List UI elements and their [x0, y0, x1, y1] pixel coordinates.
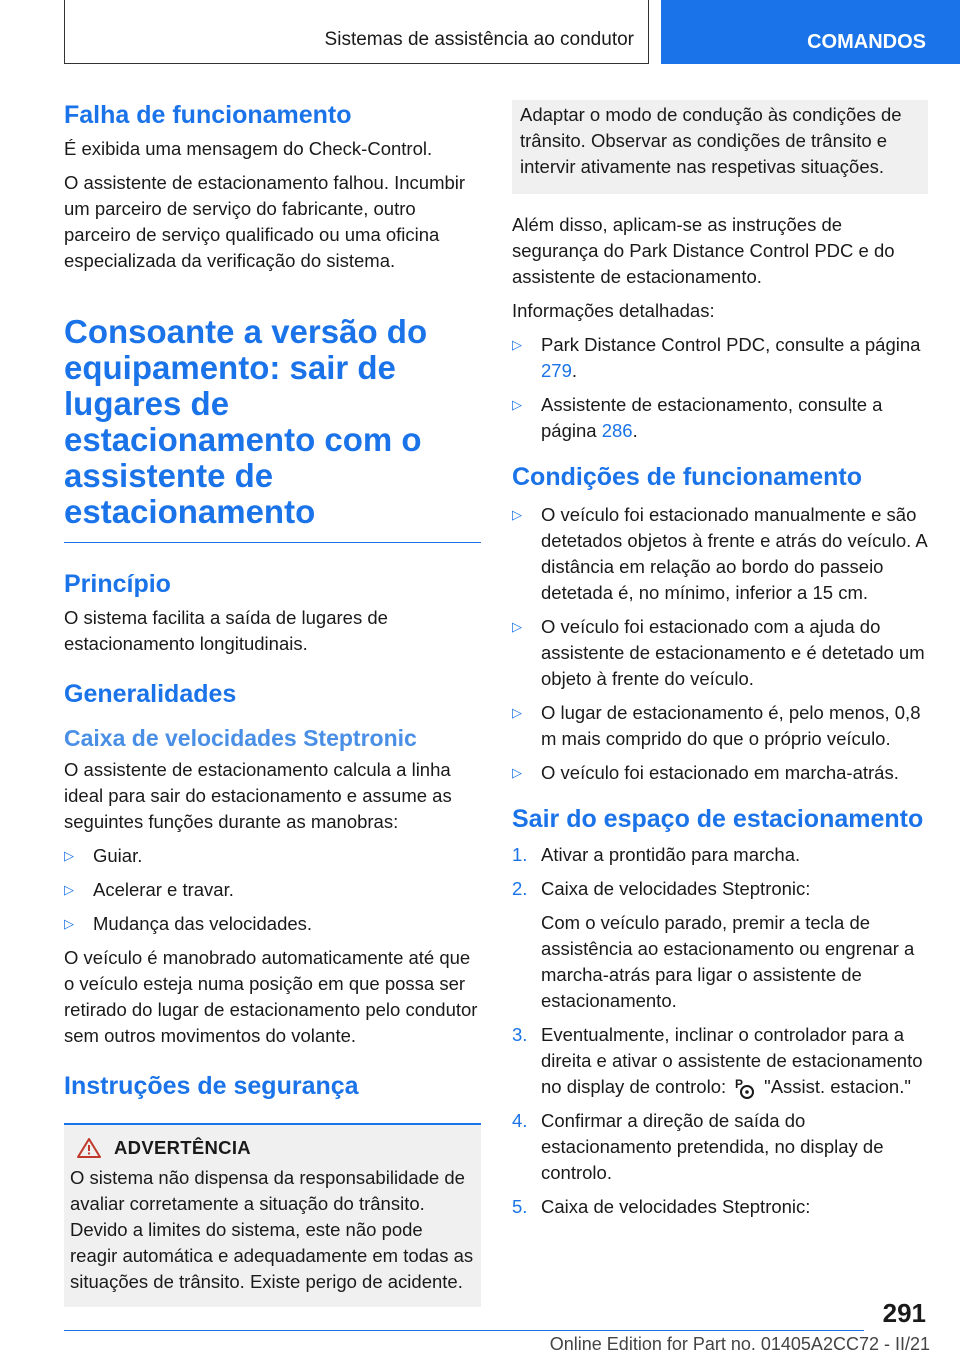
footer-edition: Online Edition for Part no. 01405A2CC72 - II/21 [549, 1334, 930, 1354]
svg-text:P: P [735, 1077, 744, 1092]
list-item: 1. Ativar a prontidão para marcha. [512, 844, 801, 865]
list-item: 4. Confirmar a direção de saída do estacionamento pretendida, no display de controlo. [512, 1110, 884, 1184]
list-item: ▷ Assistente de estacionamento, consulte a página 286. [512, 394, 883, 441]
section-title: Sistemas de assistência ao condutor [324, 29, 634, 50]
main-heading: Consoante a versão do equipamento: sair de lugares de estacionamento com o assistente de estacionamento [64, 314, 481, 543]
step-detail: Com o veículo parado, premir a tecla de assistência ao estacionamento ou engrenar a marcha-atrás para ligar o assistente de estacionamento. [541, 912, 915, 1011]
warning-text: O sistema não dispensa da responsabilidade de avaliar corretamente a situação do trânsito. Devido a limites do sistema, este não pode reagir automática e adequadamente em todas as situações de trânsito. Existe perigo de acidente. [70, 1167, 474, 1292]
note-box [512, 100, 928, 194]
functions-list [64, 843, 481, 937]
list-item: ▷ O veículo foi estacionado em marcha-atrás. [512, 760, 928, 786]
failure-paragraph-2: O assistente de estacionamento falhou. Incumbir um parceiro de serviço do fabricante, outro parceiro de serviço qualificado ou uma oficina especializada da verificação do sistema. [64, 172, 466, 271]
note-text: Adaptar o modo de condução às condições de trânsito. Observar as condições de trânsito e intervir ativamente nas respetivas situações. [520, 104, 902, 177]
principle-heading: Princípio [64, 570, 171, 598]
failure-paragraph-1: É exibida uma mensagem do Check-Control. [64, 138, 433, 159]
warning-triangle-icon [76, 1137, 102, 1159]
parking-assistant-icon [732, 1076, 758, 1100]
list-item: ▷ Park Distance Control PDC, consulte a página 279. [512, 334, 921, 381]
triangle-bullet-icon: ▷ [64, 916, 74, 931]
page-link-286[interactable]: 286 [601, 420, 633, 441]
list-item: ▷ O lugar de estacionamento é, pelo menos, 0,8 m mais comprido do que o próprio veículo. [512, 702, 921, 749]
info-label: Informações detalhadas: [512, 300, 715, 321]
list-item: ▷ O veículo foi estacionado com a ajuda do assistente de estacionamento e é detetado um objeto à frente do veículo. [512, 616, 925, 689]
list-item: ▷ Guiar. [64, 843, 481, 869]
triangle-bullet-icon: ▷ [512, 765, 522, 780]
conditions-heading: Condições de funcionamento [512, 463, 863, 491]
general-heading: Generalidades [64, 680, 237, 708]
principle-paragraph: O sistema facilita a saída de lugares de estacionamento longitudinais. [64, 607, 388, 654]
exit-heading: Sair do espaço de estacionamento [512, 805, 924, 833]
triangle-bullet-icon: ▷ [512, 397, 522, 412]
list-item: 5. Caixa de velocidades Steptronic: [512, 1196, 811, 1218]
triangle-bullet-icon: ▷ [512, 705, 522, 720]
steps-list [512, 842, 928, 1220]
triangle-bullet-icon: ▷ [64, 882, 74, 897]
triangle-bullet-icon: ▷ [64, 848, 74, 863]
footer-divider [64, 1330, 864, 1331]
warning-title: ADVERTÊNCIA [70, 1137, 475, 1159]
steptronic-heading: Caixa de velocidades Steptronic [64, 725, 417, 751]
list-item: 2. Caixa de velocidades Steptronic: Com o veículo parado, premir a tecla de assistência ao estacionamento ou engrenar a marcha-atrás para ligar o assistente de estacionamento. [512, 876, 928, 1014]
failure-heading: Falha de funcionamento [64, 101, 352, 129]
info-list [512, 332, 928, 444]
list-item: ▷ O veículo foi estacionado manualmente e são detetados objetos à frente e atrás do veículo. A distância em relação ao bordo do passeio detetada é, no mínimo, inferior a 15 cm. [512, 504, 927, 603]
page-number: 291 [882, 1298, 926, 1328]
triangle-bullet-icon: ▷ [512, 619, 522, 634]
triangle-bullet-icon: ▷ [512, 507, 522, 522]
also-paragraph: Além disso, aplicam-se as instruções de segurança do Park Distance Control PDC e do assistente de estacionamento. [512, 214, 895, 287]
header-section-title [64, 0, 649, 64]
header-chapter-tab [661, 0, 960, 64]
warning-box [64, 1123, 481, 1307]
page-link-279[interactable]: 279 [541, 360, 572, 381]
safety-heading: Instruções de segurança [64, 1072, 359, 1100]
left-column [64, 100, 481, 1307]
list-item: ▷ Acelerar e travar. [64, 877, 481, 903]
right-column [512, 100, 928, 1228]
triangle-bullet-icon: ▷ [512, 337, 522, 352]
steptronic-paragraph: O assistente de estacionamento calcula a linha ideal para sair do estacionamento e assume as seguintes funções durante as manobras: [64, 759, 452, 832]
steptronic-paragraph-2: O veículo é manobrado automaticamente até que o veículo esteja numa posição em que possa ser retirado do lugar de estacionamento pelo condutor sem outros movimentos do volante. [64, 947, 478, 1046]
list-item: ▷ Mudança das velocidades. [64, 911, 481, 937]
list-item: 3. Eventualmente, inclinar o controlador para a direita e ativar o assistente de estacionamento no display de controlo: P "Assist. estacion." [512, 1022, 928, 1100]
chapter-title: COMANDOS [807, 31, 926, 53]
conditions-list [512, 502, 928, 786]
